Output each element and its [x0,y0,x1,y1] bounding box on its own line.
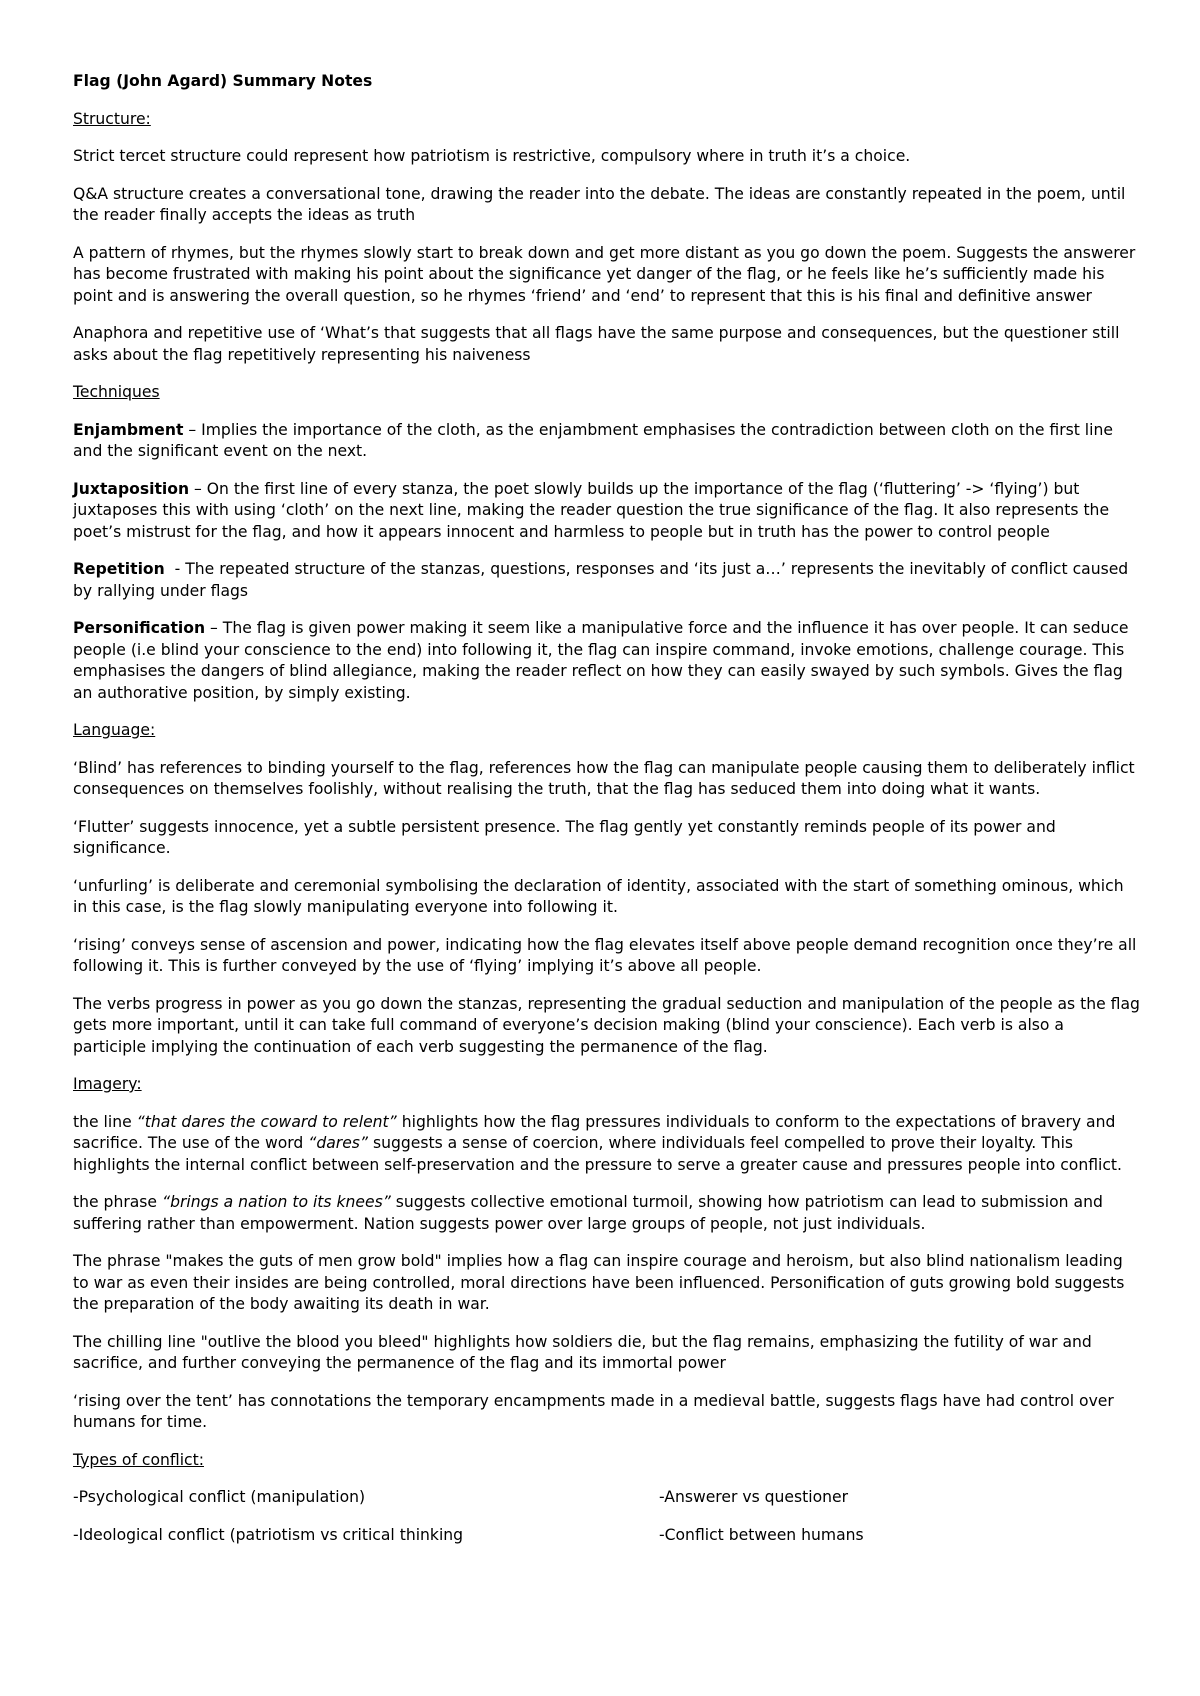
language-heading: Language: [73,721,156,739]
technique-paragraph [73,479,1140,544]
imagery-quote: “that dares the coward to relent” [136,1112,397,1131]
technique-paragraph [73,559,1140,602]
conflict-section [73,1450,1140,1547]
language-paragraph: ‘rising’ conveys sense of ascension and power, indicating how the flag elevates itself above people demand recognition once they’re all following it. This is further conveyed by the use of ‘flying’ implying it’s above all people. [73,935,1137,975]
imagery-text: suggests a sense of coercion, where individuals feel compelled to prove their loyalty. This highlights the internal conflict between self-preservation and the pressure to serve a greater cause and pressures people into conflict. [73,1134,1123,1174]
imagery-text: highlights how the flag pressures individuals to conform to the expectations of bravery and sacrifice. The use of the word [73,1112,1116,1152]
language-paragraph: ‘Flutter’ suggests innocence, yet a subtle persistent presence. The flag gently yet constantly reminds people of its power and significance. [73,817,1056,857]
technique-text: – On the first line of every stanza, the poet slowly builds up the importance of the flag (‘fluttering’ -> ‘flying’) but juxtaposes this with using ‘cloth’ on the next line, making the reader question the true significance of the flag. It also represents the poet’s mistrust for the flag, and how it appears innocent and harmless to people but in truth has the power to control people [73,479,1110,541]
conflict-item: -Psychological conflict (manipulation) [73,1488,366,1506]
language-paragraph: ‘Blind’ has references to binding yourself to the flag, references how the flag can manipulate people causing them to deliberately inflict consequences on themselves foolishly, without realising the truth, that the flag has seduced them into doing what it wants. [73,758,1135,798]
technique-paragraph [73,618,1140,704]
structure-paragraph: Q&A structure creates a conversational tone, drawing the reader into the debate. The ideas are constantly repeated in the poem, until the reader finally accepts the ideas as truth [73,184,1126,224]
imagery-text: the phrase [73,1193,162,1211]
technique-term: Personification [73,619,206,637]
conflict-list [73,1487,1140,1546]
imagery-section [73,1074,1140,1434]
imagery-text: the line [73,1112,137,1131]
technique-term: Repetition [73,560,165,578]
imagery-text: suggests collective emotional turmoil, showing how patriotism can lead to submission and suffering rather than empowerment. Nation suggests power over large groups of people, not just individuals. [73,1193,1103,1233]
techniques-section [73,382,1140,704]
techniques-heading: Techniques [73,383,160,401]
technique-term: Juxtaposition [73,479,190,498]
technique-text: - The repeated structure of the stanzas, questions, responses and ‘its just a…’ represents the inevitably of conflict caused by rallying under flags [73,560,1134,600]
structure-heading: Structure: [73,109,151,128]
language-paragraph: The verbs progress in power as you go down the stanzas, representing the gradual seduction and manipulation of the people as the flag gets more important, until it can take full command of everyone’s decision making (blind your conscience). Each verb is also a participle implying the continuation of each verb suggesting the permanence of the flag. [73,994,1140,1056]
imagery-paragraph: The phrase "makes the guts of men grow bold" implies how a flag can inspire courage and heroism, but also blind nationalism leading to war as even their insides are being controlled, moral directions have been influenced. Personification of guts growing bold suggests the preparation of the body awaiting its death in war. [73,1252,1125,1313]
language-section [73,720,1140,1058]
structure-paragraph: Strict tercet structure could represent how patriotism is restrictive, compulsory where in truth it’s a choice. [73,147,911,165]
imagery-paragraph: The chilling line "outlive the blood you bleed" highlights how soldiers die, but the flag remains, emphasizing the futility of war and sacrifice, and further conveying the permanence of the flag and its immortal power [73,1332,1092,1372]
technique-term: Enjambment [73,420,184,439]
technique-text: – The flag is given power making it seem like a manipulative force and the influence it has over people. It can seduce people (i.e blind your conscience to the end) into following it, the flag can inspire command, invoke emotions, challenge courage. This emphasises the dangers of blind allegiance, making the reader reflect on how they can easily swayed by such symbols. Gives the flag an authorative position, by simply existing. [73,619,1129,702]
imagery-paragraph [73,1112,1140,1177]
structure-section [73,109,1140,367]
imagery-quote: “brings a nation to its knees” [161,1193,391,1211]
technique-paragraph [73,420,1140,463]
conflict-item: -Conflict between humans [659,1525,864,1544]
conflict-heading: Types of conflict: [73,1450,204,1469]
technique-text: – Implies the importance of the cloth, as the enjambment emphasises the contradiction between cloth on the first line and the significant event on the next. [73,420,1113,460]
language-paragraph: ‘unfurling’ is deliberate and ceremonial symbolising the declaration of identity, associated with the start of something ominous, which in this case, is the flag slowly manipulating everyone into following it. [73,876,1124,916]
imagery-quote: “dares” [308,1134,368,1152]
imagery-heading: Imagery: [73,1075,142,1093]
conflict-item: -Ideological conflict (patriotism vs critical thinking [73,1525,464,1544]
structure-paragraph: A pattern of rhymes, but the rhymes slowly start to break down and get more distant as you go down the poem. Suggests the answerer has become frustrated with making his point about the significance yet danger of the flag, or he feels like he’s sufficiently made his point and is answering the overall question, so he rhymes ‘friend’ and ‘end’ to represent that this is his final and definitive answer [73,243,1136,305]
conflict-item: -Answerer vs questioner [659,1488,849,1506]
imagery-paragraph [73,1192,1140,1235]
structure-paragraph: Anaphora and repetitive use of ‘What’s that suggests that all flags have the same purpose and consequences, but the questioner still asks about the flag repetitively representing his naiveness [73,324,1120,364]
document-title: Flag (John Agard) Summary Notes [73,72,373,90]
imagery-paragraph: ‘rising over the tent’ has connotations the temporary encampments made in a medieval battle, suggests flags have had control over humans for time. [73,1391,1114,1431]
